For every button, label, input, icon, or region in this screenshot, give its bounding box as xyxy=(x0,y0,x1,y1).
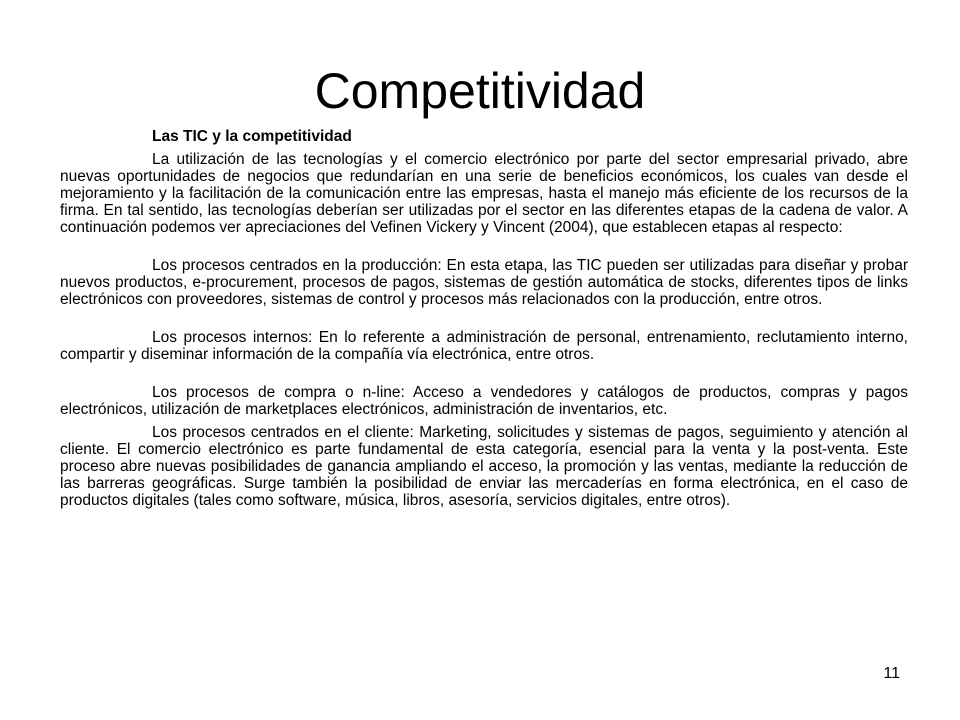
paragraph-purchase-processes: Los procesos de compra o n-line: Acceso a vendedores y catálogos de productos, compras y pagos electrónicos, utilización de marketplaces electrónicos, administración de inventarios, etc. xyxy=(60,384,908,418)
slide-body xyxy=(60,128,908,509)
paragraph-internal-processes: Los procesos internos: En lo referente a administración de personal, entrenamiento, reclutamiento interno, compartir y diseminar información de la compañía vía electrónica, entre otros. xyxy=(60,329,908,363)
section-heading: Las TIC y la competitividad xyxy=(152,128,352,145)
page-number: 11 xyxy=(883,665,900,682)
paragraph-customer-processes: Los procesos centrados en el cliente: Marketing, solicitudes y sistemas de pagos, seguimiento y atención al cliente. El comercio electrónico es parte fundamental de esta categoría, esencial para la venta y la post-venta. Este proceso abre nuevas posibilidades de ganancia ampliando el acceso, la promoción y las ventas, mediante la reducción de las barreras geográficas. Surge también la posibilidad de enviar las mercaderías en forma electrónica, en el caso de productos digitales (tales como software, música, libros, asesoría, servicios digitales, entre otros). xyxy=(60,424,908,509)
slide-title: Competitividad xyxy=(314,63,646,119)
paragraph-production-processes: Los procesos centrados en la producción: En esta etapa, las TIC pueden ser utilizadas para diseñar y probar nuevos productos, e-procurement, procesos de pagos, sistemas de gestión automática de stocks, diferentes tipos de links electrónicos con proveedores, sistemas de control y procesos más relacionados con la producción, entre otros. xyxy=(60,257,908,308)
paragraph-intro: La utilización de las tecnologías y el comercio electrónico por parte del sector empresarial privado, abre nuevas oportunidades de negocios que redundarían en una serie de beneficios económicos, los cuales van desde el mejoramiento y la facilitación de la comunicación entre las empresas, hasta el manejo más eficiente de los recursos de la firma. En tal sentido, las tecnologías deberían ser utilizadas por el sector en las diferentes etapas de la cadena de valor. A continuación podemos ver apreciaciones del Vefinen Vickery y Vincent (2004), que establecen etapas al respecto: xyxy=(60,151,908,236)
